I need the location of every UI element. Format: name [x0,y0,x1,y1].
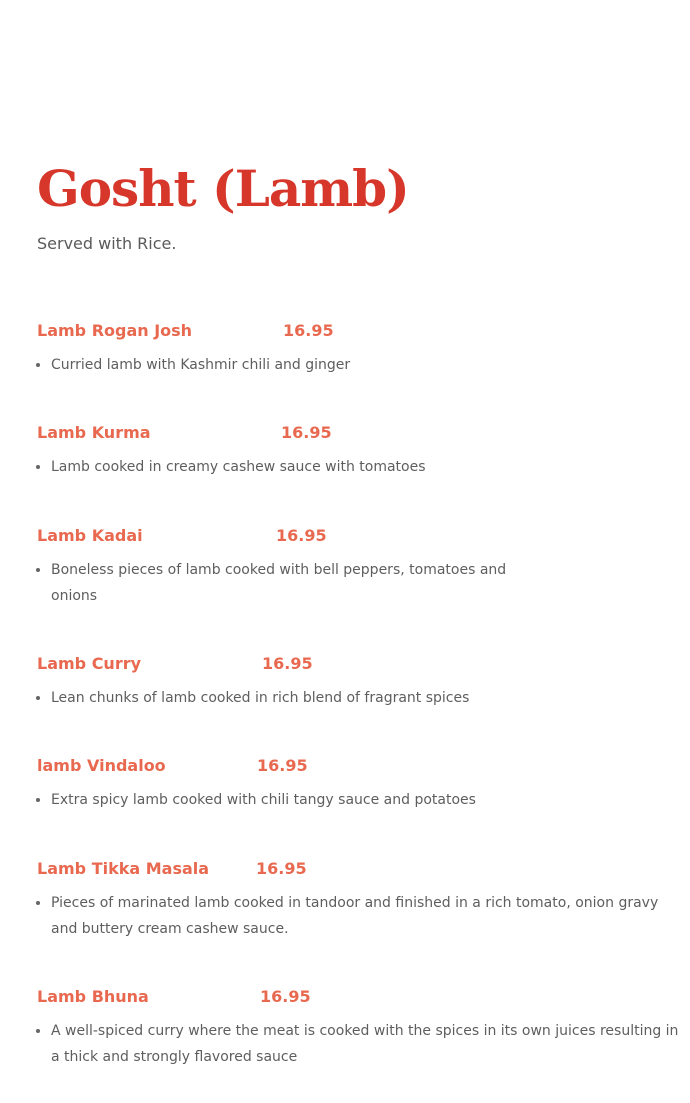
menu-item-title [37,524,667,548]
menu-item-title [37,421,667,445]
menu-item-title [37,754,667,778]
menu-item-name: Lamb Curry [37,654,142,673]
menu-item-description-list [37,352,521,378]
menu-item-name: Lamb Bhuna [37,987,149,1006]
menu-item-name: Lamb Kurma [37,423,151,442]
menu-item-description: • Boneless pieces of lamb cooked with bell peppers, tomatoes and onions [51,557,521,609]
menu-item-description: • A well-spiced curry where the meat is cooked with the spices in its own juices resulting in a thick and strongly flavored sauce [51,1018,681,1070]
menu-item-description-list [37,787,521,813]
menu-item [37,652,667,706]
menu-item-description: • Curried lamb with Kashmir chili and ginger [51,352,521,378]
menu-item-description-list [37,685,521,711]
menu-item-description: • Lean chunks of lamb cooked in rich blend of fragrant spices [51,685,521,711]
menu-item-name: Lamb Tikka Masala [37,859,210,878]
menu-item-description: • Lamb cooked in creamy cashew sauce with tomatoes [51,454,521,480]
menu-item-title [37,652,667,676]
menu-item [37,524,667,604]
menu-item [37,421,667,475]
menu-item [37,985,679,1065]
menu-item-price: 16.95 [257,756,308,775]
menu-item-price: 16.95 [281,423,332,442]
menu-item-description: • Extra spicy lamb cooked with chili tangy sauce and potatoes [51,787,521,813]
menu-item-description-list [37,890,671,942]
menu-item-description-list [37,557,521,609]
menu-item-title [37,319,667,343]
menu-item-description-list [37,454,521,480]
menu-item-name: Lamb Rogan Josh [37,321,193,340]
section-subtitle: Served with Rice. [37,234,177,253]
menu-item-price: 16.95 [256,859,307,878]
section-title: Gosht (Lamb) [37,159,409,218]
menu-item-title [37,985,667,1009]
menu-item-name: lamb Vindaloo [37,756,166,775]
menu-item [37,754,667,808]
menu-item-price: 16.95 [260,987,311,1006]
menu-item-price: 16.95 [262,654,313,673]
menu-item-description: • Pieces of marinated lamb cooked in tandoor and finished in a rich tomato, onion gravy and buttery cream cashew sauce. [51,890,671,942]
menu-item-price: 16.95 [276,526,327,545]
menu-item-name: Lamb Kadai [37,526,143,545]
menu-item-price: 16.95 [283,321,334,340]
menu-item [37,319,667,373]
menu-item-title [37,857,667,881]
menu-item-description-list [37,1018,681,1070]
menu-item [37,857,667,937]
